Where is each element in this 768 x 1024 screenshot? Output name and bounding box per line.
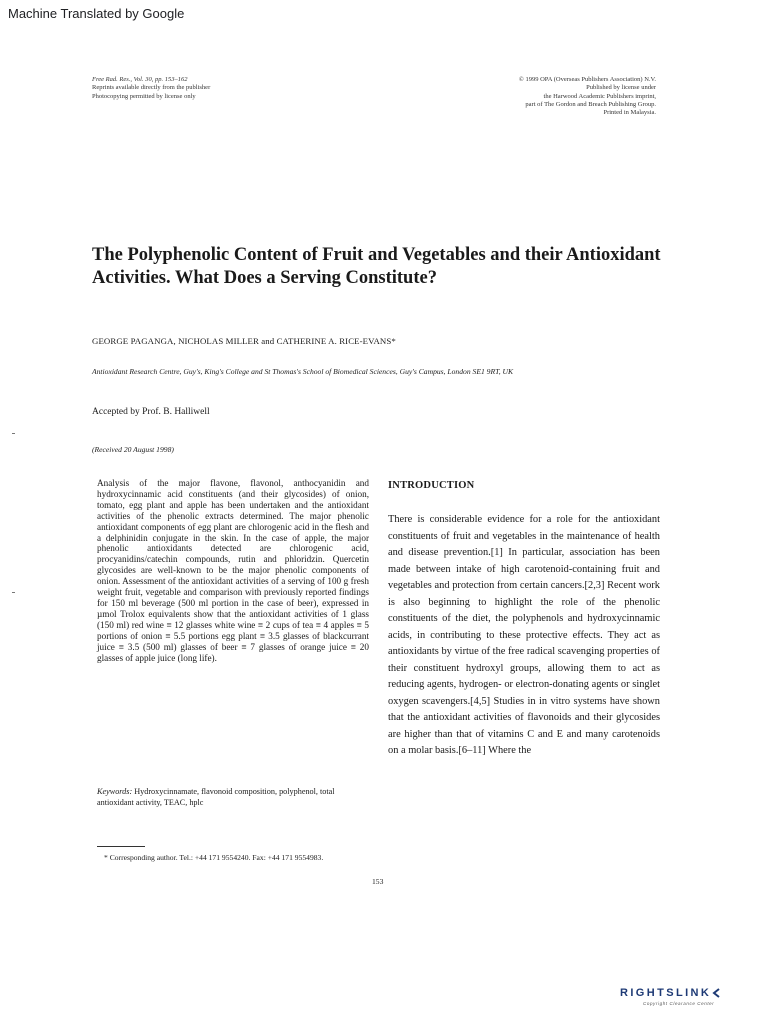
received-date: (Received 20 August 1998) (92, 445, 174, 454)
footnote-rule (97, 846, 145, 847)
introduction-body: There is considerable evidence for a role for the antioxidant constituents of fruit and vegetables in the maintenance of health and disease prevention.[1] In particular, association has been made between intake of high carotenoid-containing fruit and vegetables and protection from certain cancers.[2,3] Recent work is also beginning to highlight the role of the phenolic constituents of the diet, the polyphenols and hydroxycinnamic acids, in contributing to these protective effects. They act as antioxidants by virtue of the free radical scavenging properties of their constituent hydroxyl groups, allowing them to act as reducing agents, hydrogen- or electron-donating agents or singlet oxygen scavengers.[4,5] Studies in in vitro systems have shown that the antioxidant activities of flavonoids and their glycosides are higher than that of vitamins C and E and many carotenoids on a molar basis.[6–11] Where the (388, 514, 660, 756)
abstract-text: Analysis of the major flavone, flavonol, anthocyanidin and hydroxycinnamic acid constituents (and their glycosides) of onion, tomato, egg plant and apple has been undertaken and the antioxidant activities of the phenolic extracts determined. The major phenolic antioxidant components of egg plant are chlorogenic acid in the flesh and a delphinidin conjugate in the skin. In the case of apple, the major phenolic antioxidants detected are chlorogenic acid, procyanidins/catechin compounds, rutin and phloridzin. Quercetin glycosides are well-known to be the major phenolic components of onion. Assessment of the antioxidant activities of a serving of 100 g fresh weight fruit, vegetable and comparison with previously reported findings for 150 ml beverage (500 ml portion in the case of beer), expressed in µmol Trolox equivalents show that the antioxidant activities of 1 glass (150 ml) red wine ≡ 12 glasses white wine ≡ 2 cups of tea ≡ 4 apples ≡ 5 portions of onion ≡ 5.5 portions egg plant ≡ 3.5 glasses of blackcurrant juice ≡ 3.5 (500 ml) glasses of beer ≡ 7 glasses of orange juice ≡ 20 glasses of apple juice (long life). (97, 478, 369, 663)
introduction-heading: INTRODUCTION (388, 480, 475, 491)
keywords-label: Keywords: (97, 787, 133, 796)
journal-citation-line: Free Rad. Res., Vol. 30, pp. 153–162 (92, 76, 188, 83)
license-line: Published by license under (586, 84, 656, 92)
author-affiliation: Antioxidant Research Centre, Guy's, King's College and St Thomas's School of Biomedical Sciences, Guy's Campus, London SE1 9RT, UK (92, 367, 514, 376)
rightslink-logo (620, 987, 722, 999)
corresponding-author-footnote: * Corresponding author. Tel.: +44 171 9554240. Fax: +44 171 9554983. (104, 853, 324, 862)
photocopy-note: Photocopying permitted by license only (92, 92, 196, 100)
author-list: GEORGE PAGANGA, NICHOLAS MILLER and CATHERINE A. RICE-EVANS* (92, 336, 396, 346)
imprint-line: the Harwood Academic Publishers imprint, (543, 92, 656, 100)
margin-mark (12, 433, 15, 434)
reprints-note: Reprints available directly from the publisher (92, 84, 211, 92)
keywords-block (97, 787, 369, 808)
paper-title: The Polyphenolic Content of Fruit and Vegetables and their Antioxidant Activities. What Does a Serving Constitute? (92, 245, 661, 288)
rightslink-logo-text: RIGHTSLINK (620, 987, 712, 999)
journal-citation-header (92, 76, 210, 101)
printed-line: Printed in Malaysia. (603, 109, 656, 117)
margin-mark (12, 592, 15, 593)
keywords-text: Hydroxycinnamate, flavonoid composition, polyphenol, total antioxidant activity, TEAC, hplc (97, 787, 335, 807)
machine-translation-banner: Machine Translated by Google (8, 6, 185, 21)
group-line: part of The Gordon and Breach Publishing Group. (525, 100, 656, 108)
accepted-by-note: Accepted by Prof. B. Halliwell (92, 407, 210, 417)
copyright-line: © 1999 OPA (Overseas Publishers Association) N.V. (518, 76, 656, 83)
rightslink-arrow-icon (712, 988, 722, 998)
publisher-copyright-header (519, 76, 656, 117)
page-number: 153 (372, 877, 384, 886)
rightslink-tagline: Copyright Clearance Center (643, 1001, 715, 1006)
